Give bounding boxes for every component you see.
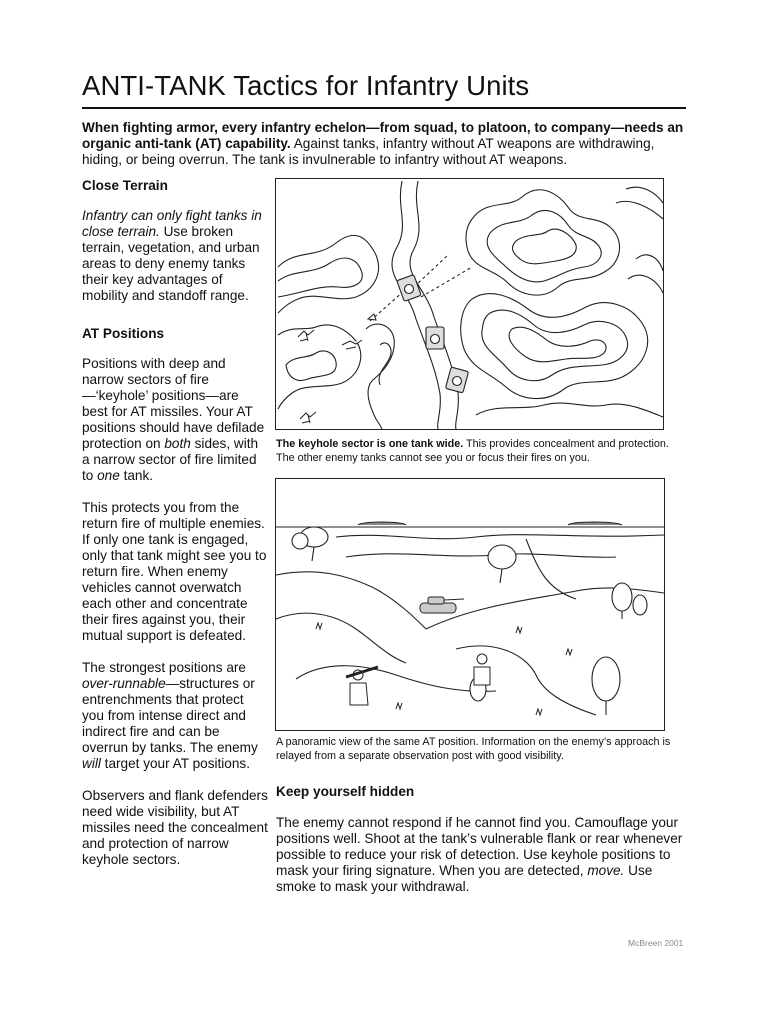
- at-p1-both: both: [164, 436, 191, 451]
- credit-footer: McBreen 2001: [628, 938, 684, 948]
- keyhole-map-caption: [276, 438, 676, 465]
- keep-hidden-heading: Keep yourself hidden: [276, 784, 415, 799]
- keep-hidden-move: move.: [587, 863, 625, 878]
- contour-right-5: [616, 201, 663, 219]
- left-slope-mid: [276, 613, 406, 663]
- at-p3-will: will: [82, 756, 101, 771]
- keep-hidden-section: [276, 784, 688, 895]
- contour-left-3: [278, 325, 361, 409]
- road-edge-right: [410, 181, 458, 429]
- at-positions-paragraph-1: [82, 356, 268, 484]
- contour-right-9: [636, 255, 663, 271]
- close-terrain-heading: Close Terrain: [82, 178, 168, 193]
- close-terrain-italic: Infantry can only fight tanks in close terrain.: [82, 208, 262, 239]
- soldier-gunner-body: [350, 683, 368, 705]
- tree-right-2: [633, 595, 647, 615]
- mid-ridge: [346, 554, 616, 558]
- tank-turret-icon: [428, 597, 444, 604]
- keyhole-map-figure: [275, 178, 664, 430]
- contour-right-1: [466, 190, 620, 295]
- keyhole-map-illustration: [276, 179, 663, 429]
- tank-top-turret: [405, 285, 414, 294]
- left-column: [82, 178, 268, 884]
- at-p1-a: Positions with deep and narrow sectors of fire—‘keyhole’ positions—are best for AT missiles. Your AT positions should have defilade protection on: [82, 356, 265, 451]
- title-rule: [82, 107, 686, 109]
- tank-bottom-turret: [453, 377, 462, 386]
- contour-right-11: [476, 403, 663, 417]
- tree-foreground-right: [592, 657, 620, 701]
- tree-center: [488, 545, 516, 569]
- draw-line: [526, 539, 576, 599]
- contour-right-6: [461, 294, 648, 399]
- missile-launch-icon: [368, 314, 376, 320]
- tank-middle-turret: [431, 335, 440, 344]
- distant-hill-2: [568, 522, 622, 525]
- contour-right-4: [626, 187, 663, 203]
- keep-hidden-paragraph: [276, 815, 688, 895]
- at-p1-b: sides, with a narrow sector of fire limited to: [82, 436, 259, 483]
- at-positions-paragraph-2: This protects you from the return fire of multiple enemies. If only one tank is engaged, only that tank might see you to return fire. When enemy vehicles cannot overwatch each other and concentrate their fires against you, their mutual support is defeated.: [82, 500, 267, 643]
- contour-right-2: [487, 210, 601, 281]
- contour-right-10: [628, 275, 663, 293]
- tree-right-1: [612, 583, 632, 611]
- road-edge-left: [392, 181, 440, 429]
- at-p3-italic: over-runnable: [82, 676, 166, 691]
- grass-tuft-1: [316, 623, 322, 629]
- at-p3-a: The strongest positions are: [82, 660, 246, 675]
- intro-bold: When fighting armor, every infantry echelon—from squad, to platoon, to company—needs an organic anti-tank (AT) capability.: [82, 120, 684, 151]
- at-p3-c: target your AT positions.: [100, 756, 250, 771]
- keyhole-caption-bold: The keyhole sector is one tank wide.: [276, 438, 464, 450]
- sight-line-2: [414, 255, 448, 287]
- contour-mid-2: [379, 343, 391, 385]
- soldier-observer-head: [477, 654, 487, 664]
- soldier-observer-body: [474, 667, 490, 685]
- left-slope-top: [276, 572, 426, 629]
- foreground-ridge: [296, 666, 496, 692]
- at-positions-paragraph-3: [82, 660, 268, 772]
- tank-gun-icon: [444, 599, 464, 600]
- tree-center-trunk: [500, 569, 502, 583]
- grass-tuft-2: [516, 627, 522, 633]
- keyhole-caption-rest: This provides concealment and protection. The other enemy tanks cannot see you or focus their fires on you.: [276, 438, 669, 464]
- panoramic-illustration: [276, 479, 664, 730]
- panoramic-view-figure: [275, 478, 665, 731]
- at-p3-b: —structures or entrenchments that protect you from intense direct and indirect fire and can be overrun by tanks. The enemy: [82, 676, 258, 755]
- keep-hidden-text-b: Use smoke to mask your withdrawal.: [276, 863, 653, 894]
- contour-right-3: [513, 229, 577, 264]
- at-positions-paragraph-4: Observers and flank defenders need wide visibility, but AT missiles need the concealment and protection of narrow keyhole sectors.: [82, 788, 268, 867]
- grass-tuft-5: [536, 709, 542, 715]
- tree-left-2: [292, 533, 308, 549]
- grass-tuft-4: [396, 703, 402, 709]
- far-ridge: [336, 535, 664, 539]
- intro-paragraph: [82, 120, 688, 168]
- contour-left-4: [286, 351, 336, 381]
- contour-mid-1: [366, 324, 394, 429]
- contour-left-2: [278, 258, 362, 297]
- keep-hidden-text-a: The enemy cannot respond if he cannot find you. Camouflage your positions well. Shoot at the tank’s vulnerable flank or rear whenever possible to reduce your risk of detection. Use keyhole positions to mask your firing signature. When you are detected,: [276, 815, 683, 878]
- sight-line-3: [421, 267, 472, 297]
- tree-left-1-trunk: [312, 547, 314, 561]
- panoramic-caption: A panoramic view of the same AT position. Information on the enemy’s approach is relayed from a separate observation post with good visibility.: [276, 736, 671, 762]
- at-positions-heading: AT Positions: [82, 326, 165, 341]
- distant-hill-1: [358, 522, 406, 525]
- close-terrain-paragraph: [82, 208, 268, 304]
- soldier-icon-1: [298, 330, 314, 341]
- close-terrain-rest: Use broken terrain, vegetation, and urban areas to deny enemy tanks their key advantages of mobility and standoff range.: [82, 224, 260, 303]
- soldier-icon-2: [300, 412, 316, 423]
- at-p1-one: one: [97, 468, 120, 483]
- at-p1-c: tank.: [119, 468, 154, 483]
- page-title: ANTI-TANK Tactics for Infantry Units: [82, 70, 530, 101]
- grass-tuft-3: [566, 649, 572, 655]
- intro-rest: Against tanks, infantry without AT weapons are withdrawing, hiding, or being overrun. The tank is invulnerable to infantry without AT weapons.: [82, 136, 655, 167]
